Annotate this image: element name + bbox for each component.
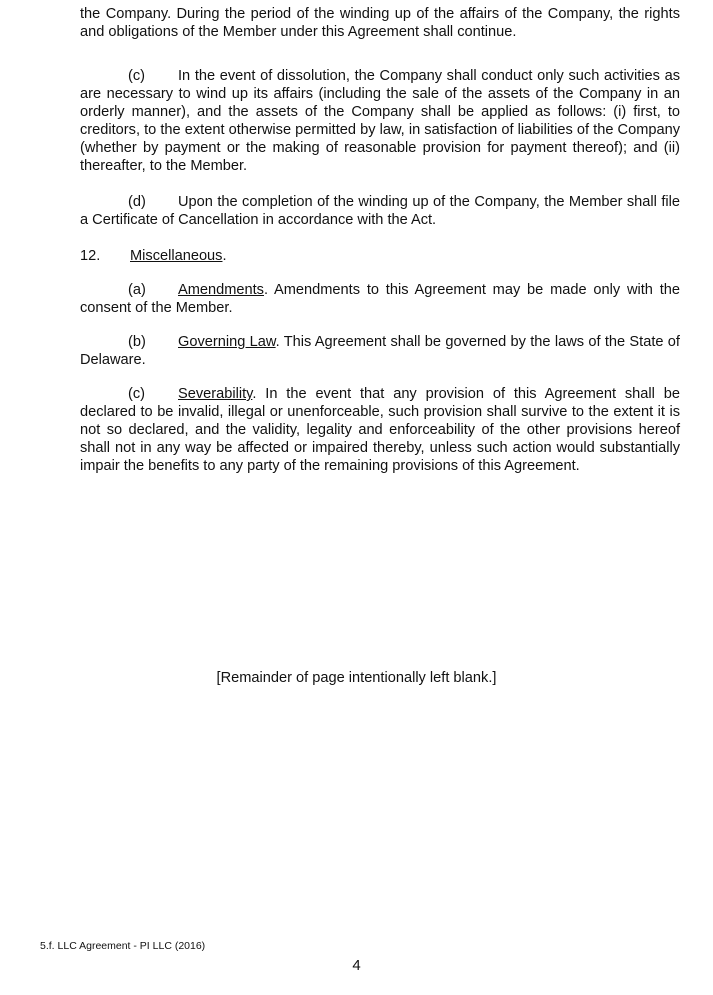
- paragraph-12a: [80, 281, 680, 317]
- footer: 5.f. LLC Agreement - PI LLC (2016): [40, 940, 206, 952]
- label: (b): [128, 334, 146, 350]
- section-title: Miscellaneous: [130, 248, 223, 264]
- period: .: [222, 248, 227, 264]
- paragraph-12c: [80, 385, 680, 475]
- label: (a): [128, 282, 146, 298]
- subtitle: Amendments: [178, 282, 264, 298]
- label: (c): [128, 386, 146, 402]
- paragraph-11d: [80, 193, 680, 229]
- text: In the event of dissolution, the Company shall conduct only such activities as are necessary to wind up its affairs (including the sale of the assets of the Company in an orderly manner), and the assets of the Company shall be applied as follows: (i) first, to creditors, to the extent otherwise permitted by law, in satisfaction of liabilities of the Company (whether by payment or the making of reasonable provision for payment thereof); and (ii) thereafter, to the Member.: [80, 68, 680, 175]
- text: the Company. During the period of the winding up of the affairs of the Company, the rights and obligations of the Member under this Agreement shall continue.: [80, 6, 680, 41]
- text: . Amendments to this Agreement may be made only with the consent of the Member.: [80, 282, 680, 317]
- label: (d): [128, 194, 146, 210]
- section-number: 12.: [80, 248, 101, 264]
- page-number: 4: [352, 957, 361, 974]
- subtitle: Governing Law: [178, 334, 276, 350]
- text: Upon the completion of the winding up of the Company, the Member shall file a Certificate of Cancellation in accordance with the Act.: [80, 194, 680, 229]
- label: (c): [128, 68, 146, 84]
- paragraph-12b: [80, 333, 680, 369]
- text: . This Agreement shall be governed by the laws of the State of Delaware.: [80, 334, 680, 369]
- paragraph-continued: [80, 5, 680, 41]
- subtitle: Severability: [178, 386, 253, 402]
- section-12-heading: [80, 247, 680, 265]
- remainder-blank-note: [Remainder of page intentionally left blank.]: [216, 670, 497, 686]
- paragraph-11c: [80, 67, 680, 176]
- text: . In the event that any provision of this Agreement shall be declared to be invalid, illegal or unenforceable, such provision shall survive to the extent it is not so declared, and the validity, legality and enforceability of the other provisions hereof shall not in any way be affected or impaired thereby, unless such action would substantially impair the benefits to any party of the remaining provisions of this Agreement.: [80, 386, 680, 475]
